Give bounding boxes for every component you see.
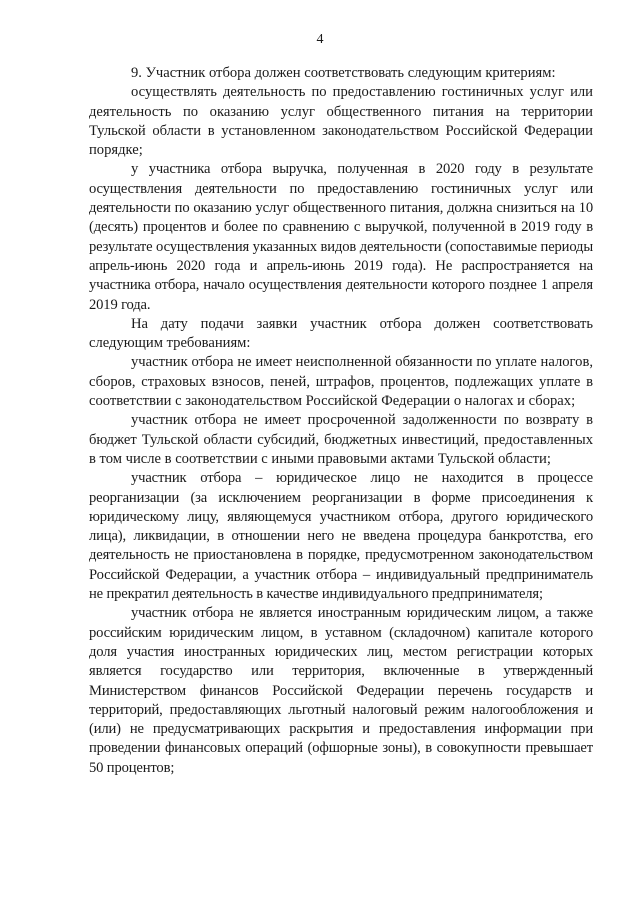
document-body	[89, 64, 593, 778]
paragraph-criterion-revenue: у участника отбора выручка, полученная в 2020 году в результате осуществления деятельности по предоставлению гостиничных услуг или деятельности по оказанию услуг общественного питания, должна снизиться на 10 (десять) процентов и более по сравнению с выручкой, полученной в 2019 году в результате осуществления указанных видов деятельности (сопоставимые периоды апрель-июнь 2020 года и апрель-июнь 2019 года). Не распространяется на участника отбора, начало осуществления деятельности которого позднее 1 апреля 2019 года.	[89, 161, 593, 313]
paragraph-requirement-foreign: участник отбора не является иностранным юридическим лицом, а также российским юридическим лицом, в уставном (складочном) капитале которого доля участия иностранных юридических лиц, местом регистрации которых является государство или территория, включенные в утвержденный Министерством финансов Российской Федерации перечень государств и территорий, предоставляющих льготный налоговый режим налогообложения и (или) не предусматривающих раскрытия и предоставления информации при проведении финансовых операций (офшорные зоны), в совокупности превышает 50 процентов;	[89, 605, 593, 776]
paragraph-requirements-heading: На дату подачи заявки участник отбора должен соответствовать следующим требованиям:	[89, 315, 593, 352]
paragraph-criteria-heading: 9. Участник отбора должен соответствовать следующим критериям:	[131, 65, 556, 81]
paragraph-requirement-taxes: участник отбора не имеет неисполненной обязанности по уплате налогов, сборов, страховых взносов, пеней, штрафов, процентов, подлежащих уплате в соответствии с законодательством Российской Федерации о налогах и сборах;	[89, 354, 593, 410]
paragraph-requirement-debt: участник отбора не имеет просроченной задолженности по возврату в бюджет Тульской области субсидий, бюджетных инвестиций, предоставленных в том числе в соответствии с иными правовыми актами Тульской области;	[89, 412, 593, 467]
paragraph-criterion-activity: осуществлять деятельность по предоставлению гостиничных услуг или деятельность по оказанию услуг общественного питания на территории Тульской области в установленном законодательством Российской Федерации порядке;	[89, 84, 593, 159]
page-number: 4	[316, 32, 324, 47]
paragraph-requirement-reorganization: участник отбора – юридическое лицо не находится в процессе реорганизации (за исключением реорганизации в форме присоединения к юридическому лицу, являющемуся участником отбора, другого юридического лица), ликвидации, в отношении него не введена процедура банкротства, его деятельность не приостановлена в порядке, предусмотренном законодательством Российской Федерации, а участник отбора – индивидуальный предприниматель не прекратил деятельность в качестве индивидуального предпринимателя;	[89, 470, 593, 603]
